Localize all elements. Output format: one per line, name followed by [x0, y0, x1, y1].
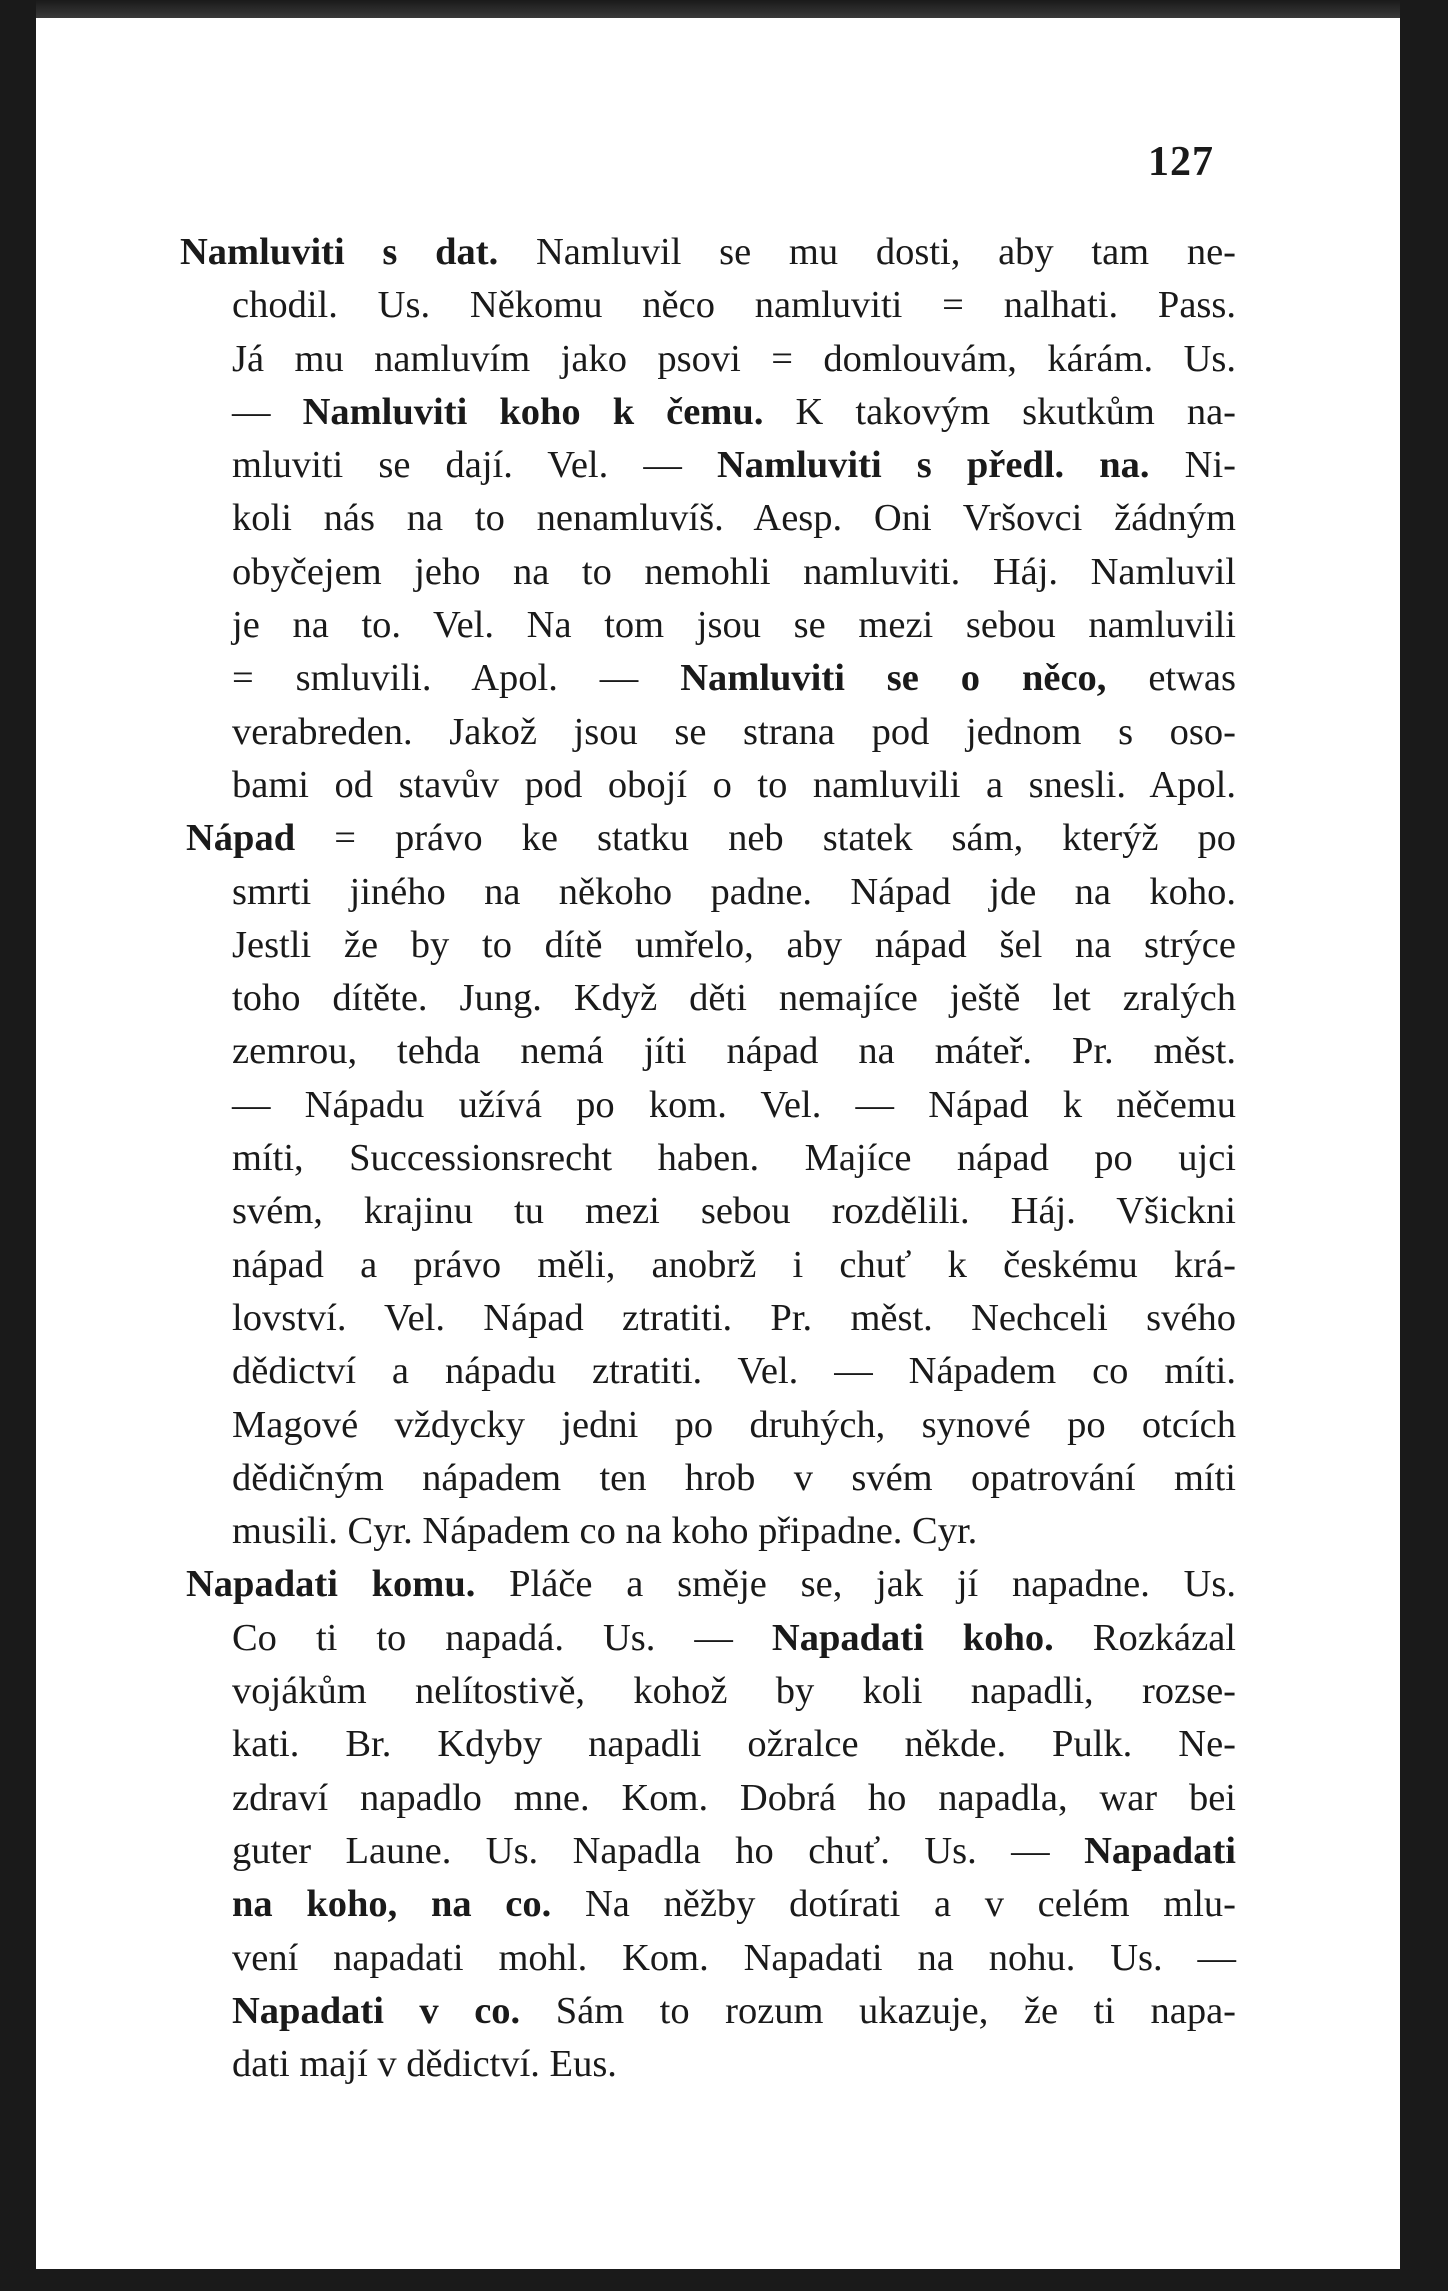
- text-line: je na to. Vel. Na tom jsou se mezi sebou namluvili: [232, 604, 1236, 647]
- text-line: obyčejem jeho na to nemohli namluviti. Háj. Namluvil: [232, 550, 1236, 593]
- text-line: Magové vždycky jedni po druhých, synové po otcích: [232, 1403, 1236, 1446]
- page-number: 127: [1148, 139, 1214, 185]
- text-line: kati. Br. Kdyby napadli ožralce někde. Pulk. Ne-: [232, 1723, 1236, 1766]
- text-line: zdraví napadlo mne. Kom. Dobrá ho napadla, war bei: [232, 1776, 1236, 1819]
- scan-border-left: [0, 0, 36, 2291]
- text-line: dati mají v dědictví. Eus.: [232, 2043, 617, 2086]
- text-line: Co ti to napadá. Us. — Napadati koho. Rozkázal: [232, 1616, 1236, 1659]
- text-line: vení napadati mohl. Kom. Napadati na nohu. Us. —: [232, 1936, 1236, 1979]
- text-line: lovství. Vel. Nápad ztratiti. Pr. měst. Nechceli svého: [232, 1296, 1236, 1339]
- text-line: chodil. Us. Někomu něco namluviti = nalhati. Pass.: [232, 284, 1236, 327]
- text-line: — Nápadu užívá po kom. Vel. — Nápad k něčemu: [232, 1083, 1236, 1126]
- text-line: verabreden. Jakož jsou se strana pod jednom s oso-: [232, 710, 1236, 753]
- text-line: Napadati komu. Pláče a směje se, jak jí napadne. Us.: [186, 1563, 1236, 1606]
- text-line: Jestli že by to dítě umřelo, aby nápad šel na strýce: [232, 923, 1236, 966]
- text-line: = smluvili. Apol. — Namluviti se o něco, etwas: [232, 657, 1236, 700]
- scan-border-top: [0, 0, 1448, 18]
- text-line: smrti jiného na někoho padne. Nápad jde na koho.: [232, 870, 1236, 913]
- text-line: bami od stavův pod obojí o to namluvili a snesli. Apol.: [232, 763, 1236, 806]
- text-line: svém, krajinu tu mezi sebou rozdělili. Háj. Všickni: [232, 1190, 1236, 1233]
- text-line: Napadati v co. Sám to rozum ukazuje, že ti napa-: [232, 1989, 1237, 2032]
- text-line: míti, Successionsrecht haben. Majíce nápad po ujci: [232, 1137, 1236, 1180]
- scan-border-right: [1400, 0, 1448, 2291]
- text-line: nápad a právo měli, anobrž i chuť k českému krá-: [232, 1243, 1236, 1286]
- text-line: Nápad = právo ke statku neb statek sám, kterýž po: [186, 817, 1236, 860]
- text-line: dědičným nápadem ten hrob v svém opatrování míti: [232, 1456, 1236, 1499]
- text-line: Já mu namluvím jako psovi = domlouvám, kárám. Us.: [232, 337, 1236, 380]
- text-line: vojákům nelítostivě, kohož by koli napadli, rozse-: [232, 1670, 1236, 1713]
- text-line: koli nás na to nenamluvíš. Aesp. Oni Vršovci žádným: [232, 497, 1236, 540]
- text-line: zemrou, tehda nemá jíti nápad na máteř. Pr. měst.: [232, 1030, 1236, 1073]
- text-line: Namluviti s dat. Namluvil se mu dosti, aby tam ne-: [180, 231, 1236, 273]
- text-line: guter Laune. Us. Napadla ho chuť. Us. — Napadati: [232, 1829, 1236, 1872]
- text-line: — Namluviti koho k čemu. K takovým skutkům na-: [232, 390, 1236, 433]
- text-line: mluviti se dají. Vel. — Namluviti s předl. na. Ni-: [232, 444, 1236, 487]
- text-line: na koho, na co. Na něžby dotírati a v celém mlu-: [232, 1883, 1236, 1926]
- dictionary-text: [180, 226, 1236, 2091]
- scan-border-bottom: [0, 2269, 1448, 2291]
- text-line: musili. Cyr. Nápadem co na koho připadne. Cyr.: [232, 1510, 978, 1553]
- text-line: dědictví a nápadu ztratiti. Vel. — Nápadem co míti.: [232, 1350, 1236, 1393]
- text-line: toho dítěte. Jung. Když děti nemajíce ještě let zralých: [232, 977, 1236, 1020]
